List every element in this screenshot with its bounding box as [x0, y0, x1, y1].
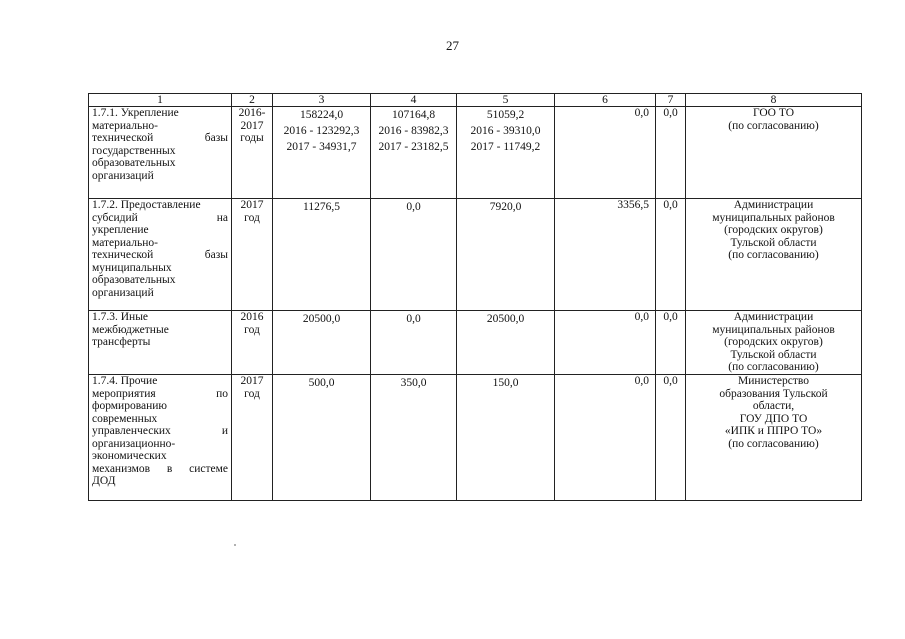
amount-line: 2017 - 11749,2	[470, 141, 541, 153]
executor-cell	[686, 375, 862, 501]
activity-line: материально-	[92, 119, 158, 132]
period-line: 2017	[240, 119, 264, 132]
executor-line: (по согласованию)	[728, 437, 819, 450]
executor-line: Администрации	[733, 199, 814, 211]
activity-line: мероприятия по	[92, 387, 228, 400]
activity-line: 1.7.4. Прочие	[92, 375, 158, 387]
table-row	[89, 375, 862, 501]
amount-line: 158224,0	[299, 109, 344, 121]
amount-cell-3	[273, 107, 371, 199]
amount-line: 150,0	[492, 377, 519, 389]
header-col-5: 5	[457, 94, 555, 107]
executor-line: Министерство	[738, 375, 809, 387]
amount-cell-5	[457, 199, 555, 311]
amount-cell-4	[371, 311, 457, 375]
scan-speck	[234, 544, 236, 546]
amount-line: 2017 - 23182,5	[378, 141, 449, 153]
executor-line: муниципальных районов	[712, 323, 835, 336]
amount-line: 2016 - 123292,3	[283, 125, 360, 137]
header-col-2: 2	[232, 94, 273, 107]
executor-cell	[686, 199, 862, 311]
activity-cell	[89, 311, 232, 375]
activity-line: 1.7.2. Предоставление	[92, 199, 201, 211]
amount-line: 107164,8	[391, 109, 436, 121]
amount-cell-4	[371, 375, 457, 501]
page-number: 27	[446, 38, 459, 53]
amount-cell-5	[457, 311, 555, 375]
period-cell	[232, 107, 273, 199]
executor-line: (городских округов)	[724, 336, 823, 348]
activity-line: управленческих и	[92, 425, 228, 437]
executor-line: (городских округов)	[724, 224, 823, 236]
period-cell	[232, 311, 273, 375]
period-line: 2017	[240, 199, 264, 211]
amount-line: 51059,2	[486, 109, 525, 121]
table-row	[89, 311, 862, 375]
amount-line: 0,0	[406, 201, 421, 213]
period-line: годы	[240, 132, 264, 144]
period-cell	[232, 375, 273, 501]
period-line: год	[244, 387, 260, 400]
amount-line: 20500,0	[302, 313, 341, 325]
activity-line: межбюджетные	[92, 323, 169, 336]
executor-line: (по согласованию)	[728, 119, 819, 132]
executor-line: образования Тульской	[719, 387, 828, 400]
header-col-3: 3	[273, 94, 371, 107]
header-col-8: 8	[686, 94, 862, 107]
executor-line: (по согласованию)	[728, 361, 819, 373]
amount-cell-5	[457, 107, 555, 199]
amount-cell-4	[371, 199, 457, 311]
executor-cell	[686, 311, 862, 375]
amount-line: 20500,0	[486, 313, 525, 325]
activity-line: механизмов в системе	[92, 462, 228, 475]
amount-line: 11276,5	[303, 201, 340, 213]
amount-cell-7: 0,0	[656, 107, 686, 199]
executor-line: области,	[752, 400, 795, 412]
amount-cell-7: 0,0	[656, 199, 686, 311]
activity-line: технической базы	[92, 249, 228, 261]
period-cell	[232, 199, 273, 311]
header-col-6: 6	[555, 94, 656, 107]
executor-line: ГОУ ДПО ТО	[739, 412, 808, 425]
executor-line: муниципальных районов	[712, 211, 835, 224]
table-row	[89, 107, 862, 199]
period-line: 2017	[240, 375, 264, 387]
activity-cell	[89, 199, 232, 311]
period-line: год	[244, 211, 260, 224]
amount-line: 2016 - 83982,3	[378, 125, 449, 137]
amount-line: 350,0	[400, 377, 427, 389]
activity-line: субсидий на	[92, 211, 228, 224]
period-line: 2016	[240, 311, 264, 323]
activity-line: организаций	[92, 169, 154, 182]
activity-line: 1.7.3. Иные	[92, 311, 149, 323]
activity-line: технической базы	[92, 132, 228, 144]
activity-line: ДОД	[92, 475, 116, 487]
table-body	[89, 107, 862, 501]
period-line: год	[244, 323, 260, 336]
executor-line: Тульской области	[730, 348, 817, 361]
activity-line: материально-	[92, 236, 158, 249]
activity-line: организаций	[92, 286, 154, 299]
executor-cell	[686, 107, 862, 199]
activity-line: современных	[92, 412, 158, 425]
activity-line: образовательных	[92, 157, 176, 169]
activity-cell	[89, 375, 232, 501]
amount-cell-3	[273, 311, 371, 375]
activity-line: 1.7.1. Укрепление	[92, 107, 179, 119]
funding-table	[88, 93, 862, 501]
activity-cell	[89, 107, 232, 199]
amount-cell-5	[457, 375, 555, 501]
amount-cell-6: 0,0	[555, 375, 656, 501]
executor-line: «ИПК и ППРО ТО»	[724, 425, 823, 437]
amount-line: 0,0	[406, 313, 421, 325]
period-line: 2016-	[238, 107, 266, 119]
amount-cell-6: 0,0	[555, 311, 656, 375]
activity-line: государственных	[92, 144, 176, 157]
amount-cell-3	[273, 199, 371, 311]
amount-cell-6: 0,0	[555, 107, 656, 199]
amount-line: 500,0	[308, 377, 335, 389]
header-col-1: 1	[89, 94, 232, 107]
header-row	[89, 94, 862, 107]
executor-line: (по согласованию)	[728, 249, 819, 261]
amount-line: 2017 - 34931,7	[286, 141, 357, 153]
activity-line: трансферты	[92, 336, 151, 348]
activity-line: укрепление	[92, 224, 149, 236]
amount-line: 2016 - 39310,0	[470, 125, 541, 137]
executor-line: ГОО ТО	[752, 107, 795, 119]
activity-line: образовательных	[92, 274, 176, 286]
table-row	[89, 199, 862, 311]
amount-cell-6: 3356,5	[555, 199, 656, 311]
amount-cell-4	[371, 107, 457, 199]
amount-line: 7920,0	[489, 201, 522, 213]
activity-line: муниципальных	[92, 261, 172, 274]
amount-cell-7: 0,0	[656, 375, 686, 501]
activity-line: организационно-	[92, 437, 176, 450]
activity-line: формированию	[92, 400, 167, 412]
executor-line: Тульской области	[730, 236, 817, 249]
amount-cell-7: 0,0	[656, 311, 686, 375]
amount-cell-3	[273, 375, 371, 501]
header-col-7: 7	[656, 94, 686, 107]
header-col-4: 4	[371, 94, 457, 107]
activity-line: экономических	[92, 450, 167, 462]
executor-line: Администрации	[733, 311, 814, 323]
